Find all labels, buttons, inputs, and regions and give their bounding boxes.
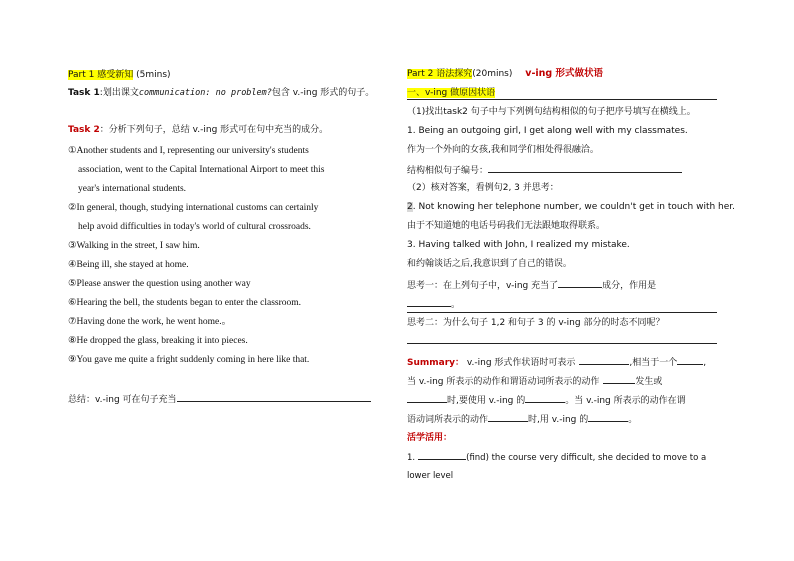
example-1-en: 1. Being an outgoing girl, I get along well with my classmates. — [407, 126, 688, 136]
task1-text-a: :划出课文 — [99, 88, 139, 98]
example-2-text: . Not knowing her telephone number, we couldn't get in touch with her. — [412, 202, 736, 212]
sentence-line: ④Being ill, she stayed at home. — [68, 260, 189, 270]
summary-text-b: ,相当于一个 — [629, 358, 678, 368]
part2-label-highlight — [407, 69, 472, 79]
summary-text-c: 当 v.-ing 所表示的动作和谓语动词所表示的动作 — [407, 377, 600, 387]
part2-time: (20mins) — [472, 69, 513, 79]
summary-line-1: Summary： v.-ing 形式作状语时可表示 ,相当于一个 , — [407, 355, 706, 369]
practice-text: (find) the course very difficult, she decided to move to a — [466, 453, 707, 463]
left-summary-text: 总结：v.-ing 可在句子充当 — [68, 395, 177, 405]
answer-blank[interactable] — [525, 393, 565, 403]
sentence-line: year's international students. — [78, 184, 187, 194]
think-1-text-b: 成分，作用是 — [602, 281, 657, 291]
task1-label: Task 1 — [68, 88, 100, 98]
sentence-line: ⑥Hearing the bell, the students began to enter the classroom. — [68, 298, 302, 308]
summary-text-f: 。当 v.-ing 所表示的动作在谓 — [565, 396, 686, 406]
answer-line[interactable] — [407, 343, 717, 344]
part1-label-highlight — [68, 70, 133, 80]
sentence-line: ⑧He dropped the glass, breaking it into pieces. — [68, 336, 248, 346]
similar-sentences-label: 结构相似句子编号： — [407, 166, 489, 176]
summary-line-3 — [407, 393, 686, 407]
summary-text-h: 时,用 v.-ing 的 — [528, 415, 589, 425]
example-1-cn: 作为一个外向的女孩,我和同学们相处得很融洽。 — [407, 145, 599, 155]
summary-text-e: 时,要使用 v.-ing 的 — [447, 396, 526, 406]
section1-heading — [407, 87, 495, 99]
answer-blank[interactable] — [588, 412, 628, 422]
practice-number: 1. — [407, 453, 416, 463]
sentence-line: ⑨You gave me quite a fright suddenly coming in here like that. — [68, 355, 310, 365]
part1-label: Part 1 — [68, 70, 95, 80]
section1-title: 一、v-ing 做原因状语 — [407, 88, 496, 98]
summary-line-4 — [407, 412, 637, 426]
part1-time: (5mins) — [136, 70, 171, 80]
answer-blank[interactable] — [418, 450, 466, 460]
practice-heading — [407, 432, 452, 444]
task2-line — [68, 124, 328, 136]
sentence-line: association, went to the Capital International Airport to meet this — [78, 165, 325, 175]
part1-heading — [68, 69, 171, 81]
section-divider — [407, 99, 717, 100]
instruction-1: （1)找出task2 句子中与下列例句结构相似的句子把序号填写在横线上。 — [407, 107, 696, 117]
practice-item-1 — [407, 450, 706, 464]
answer-blank[interactable] — [488, 163, 682, 173]
task2-label: Task 2 — [68, 125, 100, 135]
answer-blank[interactable] — [407, 297, 451, 307]
summary-label: Summary： — [407, 358, 465, 368]
example-3-cn: 和约翰谈话之后,我意识到了自己的错误。 — [407, 259, 572, 269]
part1-title: 感受新知 — [97, 70, 134, 80]
part2-subtitle: v-ing 形式做状语 — [525, 68, 604, 79]
answer-blank[interactable] — [488, 412, 528, 422]
task1-italic-title: communication: no problem? — [138, 88, 272, 98]
sentence-line: ③Walking in the street, I saw him. — [68, 241, 200, 251]
part2-heading — [407, 68, 603, 80]
example-2-en — [407, 201, 735, 213]
sentence-line: help avoid difficulties in today's world of cultural crossroads. — [78, 222, 311, 232]
think-1-line — [407, 278, 656, 292]
sentence-line: ②In general, though, studying international customs can certainly — [68, 203, 319, 213]
answer-blank[interactable] — [579, 355, 629, 365]
summary-text-a: v.-ing 形式作状语时可表示 — [464, 358, 576, 368]
example-3-en: 3. Having talked with John, I realized my mistake. — [407, 240, 630, 250]
answer-blank[interactable] — [177, 392, 371, 402]
instruction-2: （2）核对答案，看例句2, 3 并思考： — [407, 183, 559, 193]
left-summary-line — [68, 392, 371, 406]
task1-line — [68, 87, 374, 99]
summary-text-i: 。 — [628, 415, 638, 425]
summary-line-2 — [407, 374, 662, 388]
sentence-line: ⑤Please answer the question using another way — [68, 279, 251, 289]
example-2-number: 2 — [407, 202, 413, 212]
part2-label: Part 2 — [407, 69, 434, 79]
answer-blank[interactable] — [407, 393, 447, 403]
think-1-text-a: 思考一：在上列句子中，v-ing 充当了 — [407, 281, 559, 291]
part2-title: 语法探究 — [436, 69, 473, 79]
answer-blank[interactable] — [677, 355, 703, 365]
summary-text-g: 语动词所表示的动作 — [407, 415, 489, 425]
example-2-cn: 由于不知道她的电话号码我们无法跟她取得联系。 — [407, 221, 606, 231]
practice-label: 活学活用： — [407, 433, 453, 443]
think-2: 思考二：为什么句子 1,2 和句子 3 的 v-ing 部分的时态不同呢？ — [407, 318, 665, 328]
practice-item-1-continued: lower level — [407, 471, 454, 481]
similar-sentences-line — [407, 163, 682, 177]
think-1-end: 。 — [451, 300, 461, 310]
sentence-line: ⑦Having done the work, he went home.。 — [68, 317, 232, 327]
answer-blank[interactable] — [558, 278, 602, 288]
think-1-continued — [407, 297, 460, 311]
answer-blank[interactable] — [603, 374, 635, 384]
sentence-line: ①Another students and I, representing our university's students — [68, 146, 309, 156]
task2-text: ：分析下列句子，总结 v.-ing 形式可在句中充当的成分。 — [99, 125, 329, 135]
answer-line[interactable] — [407, 312, 717, 313]
summary-text-d: 发生或 — [635, 377, 663, 387]
task1-text-b: 包含 v.-ing 形式的句子。 — [271, 88, 375, 98]
